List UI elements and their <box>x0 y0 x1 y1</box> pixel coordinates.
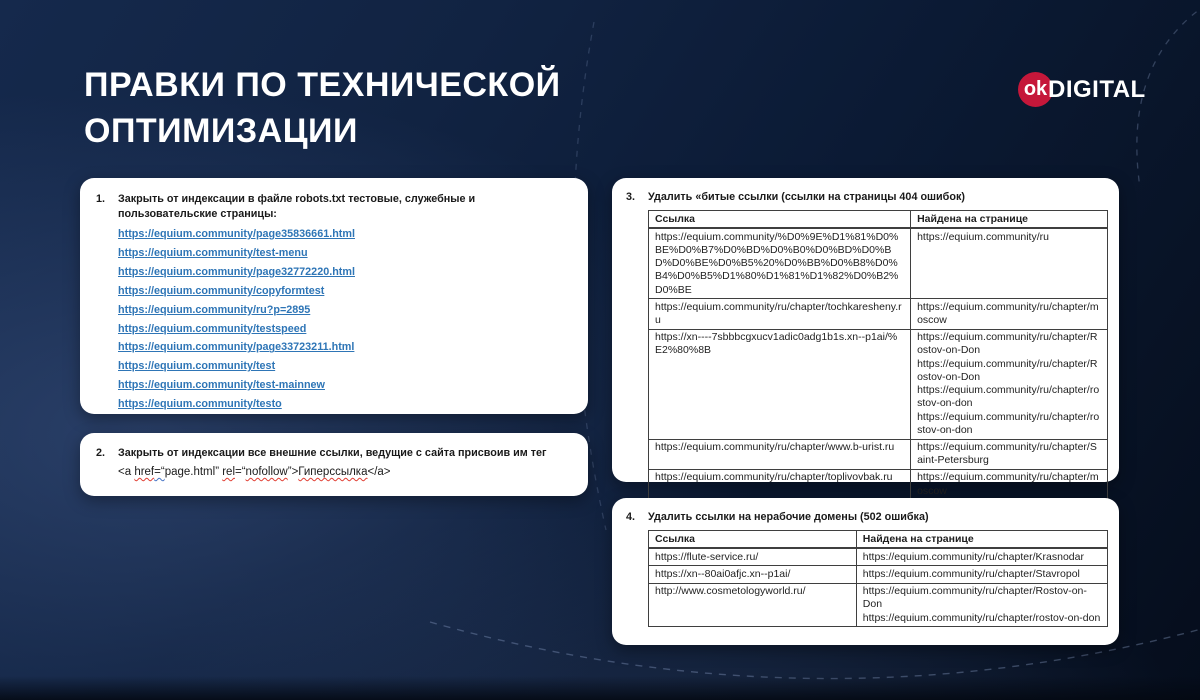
list-item <box>118 337 574 356</box>
logo-ok-circle: ok <box>1018 72 1053 107</box>
code-token-misspelled: Гиперссылка <box>298 466 368 478</box>
table-column-header: Ссылка <box>649 531 857 549</box>
bottom-shade-decoration <box>0 676 1200 700</box>
code-token-misspelled: href <box>134 466 155 478</box>
list-item <box>118 300 574 319</box>
indexed-page-link[interactable]: https://equium.community/page33723211.html <box>118 341 355 354</box>
list-item <box>118 356 574 375</box>
table-row <box>649 469 1108 499</box>
table-row <box>649 583 1108 627</box>
list-item <box>118 394 574 413</box>
found-on-page-url: https://equium.community/ru/chapter/moscow <box>917 471 1099 497</box>
found-on-page-url: https://equium.community/ru/chapter/rostov-on-don <box>862 611 1101 624</box>
found-on-page-url: https://equium.community/ru/chapter/rostov-on-don <box>917 410 1100 436</box>
indexed-page-link[interactable]: https://equium.community/page35836661.html <box>118 228 355 240</box>
indexed-page-link[interactable]: https://equium.community/page32772220.html <box>118 265 355 278</box>
found-on-page-cell <box>911 439 1108 469</box>
code-token: page.html” <box>164 466 223 478</box>
found-on-page-cell <box>911 329 1108 439</box>
broken-link-url-cell: https://equium.community/ru/chapter/toplivovbak.ru <box>649 469 911 499</box>
card-nofollow-tag <box>80 433 588 496</box>
found-on-page-cell <box>911 228 1108 299</box>
found-on-page-cell <box>856 566 1107 583</box>
table-row <box>649 548 1108 566</box>
card-robots-txt <box>80 178 588 414</box>
code-token: <a <box>118 466 135 478</box>
found-on-page-cell <box>911 469 1108 499</box>
found-on-page-cell <box>911 299 1108 329</box>
broken-link-url-cell: https://xn--80ai0afjc.xn--p1ai/ <box>649 566 857 583</box>
indexed-page-link[interactable]: https://equium.community/ru?p=2895 <box>118 303 311 316</box>
dead-domains-table <box>648 530 1108 627</box>
broken-link-url-cell: https://equium.community/%D0%9E%D1%81%D0%BE%D0%B7%D0%BD%D0%B0%D0%BD%D0%BD%D0%BE%D0%B5%20%D0%BB%D0%B8%D0%B4%D0%B5%D1%80%D1%81%D1%82%D0%B2%D0%BE <box>649 228 911 299</box>
found-on-page-url: https://equium.community/ru/chapter/rostov-on-don <box>917 384 1100 410</box>
item-text: Закрыть от индексации все внешние ссылки, ведущие с сайта присвоив им тег <box>118 447 547 459</box>
code-token: ”> <box>287 466 299 478</box>
indexed-page-link[interactable]: https://equium.community/copyformtest <box>118 284 325 297</box>
list-item <box>118 243 574 262</box>
broken-link-url-cell: https://equium.community/ru/chapter/www.b-urist.ru <box>649 439 911 469</box>
found-on-page-cell <box>856 583 1107 627</box>
found-on-page-url: https://equium.community/ru/chapter/Rostov-on-Don <box>917 357 1098 383</box>
table-header-row <box>649 531 1108 549</box>
item-number: 2. <box>96 447 106 459</box>
table-column-header: Найдена на странице <box>856 531 1107 549</box>
indexed-page-link[interactable]: https://equium.community/testo <box>118 398 282 411</box>
table-row <box>649 329 1108 439</box>
found-on-page-url: https://equium.community/ru/chapter/Krasnodar <box>862 550 1084 563</box>
indexed-page-link[interactable]: https://equium.community/test-mainnew <box>118 379 325 392</box>
broken-link-url-cell: https://flute-service.ru/ <box>649 548 857 566</box>
code-token-misspelled: rel <box>222 466 235 478</box>
code-token-misspelled: nofollow <box>245 466 288 478</box>
broken-link-url-cell: https://equium.community/ru/chapter/tochkaresheny.ru <box>649 299 911 329</box>
item-title: Удалить «битые ссылки (ссылки на страницы 404 ошибок) <box>648 191 965 203</box>
found-on-page-url: https://equium.community/ru/chapter/Saint-Petersburg <box>917 441 1097 467</box>
list-item <box>118 375 574 394</box>
table-row <box>649 439 1108 469</box>
logo-wordmark: DIGITAL <box>1048 75 1146 103</box>
broken-links-table <box>648 210 1108 500</box>
broken-link-url-cell: https://xn----7sbbbcgxucv1adic0adg1b1s.xn--p1ai/%E2%80%8B <box>649 329 911 439</box>
item-number: 1. <box>96 193 106 205</box>
table-column-header: Ссылка <box>649 211 911 229</box>
table-row <box>649 566 1108 583</box>
item-title: Удалить ссылки на нерабочие домены (502 ошибка) <box>648 511 929 523</box>
page-title <box>84 62 561 154</box>
found-on-page-url: https://equium.community/ru/chapter/Rostov-on-Don <box>917 331 1098 357</box>
code-token: </a> <box>367 466 391 478</box>
found-on-page-url: https://equium.community/ru/chapter/Stavropol <box>862 567 1080 580</box>
found-on-page-url: https://equium.community/ru <box>917 230 1049 243</box>
list-item <box>118 319 574 338</box>
table-row <box>649 299 1108 329</box>
found-on-page-cell <box>856 548 1107 566</box>
list-item-heading <box>626 510 1105 525</box>
list-item-heading <box>626 190 1105 205</box>
html-code-sample <box>118 463 574 481</box>
card-dead-domains-502 <box>612 498 1119 645</box>
table-row <box>649 228 1108 299</box>
indexed-page-link[interactable]: https://equium.community/test-menu <box>118 246 308 259</box>
table-header-row <box>649 211 1108 229</box>
code-token: =“ <box>235 466 246 478</box>
indexed-page-link[interactable]: https://equium.community/testspeed <box>118 322 307 335</box>
page-title-line1: ПРАВКИ ПО ТЕХНИЧЕСКОЙ <box>84 66 561 104</box>
list-item <box>118 262 574 281</box>
card-broken-links-404 <box>612 178 1119 497</box>
broken-link-url-cell: http://www.cosmetologyworld.ru/ <box>649 583 857 627</box>
list-item <box>118 224 574 243</box>
page-title-line2: ОПТИМИЗАЦИИ <box>84 112 358 150</box>
indexed-pages-link-list <box>118 224 574 413</box>
list-item <box>118 281 574 300</box>
table-column-header: Найдена на странице <box>911 211 1108 229</box>
okdigital-logo <box>1018 72 1146 107</box>
indexed-page-link[interactable]: https://equium.community/test <box>118 360 276 373</box>
found-on-page-url: https://equium.community/ru/chapter/moscow <box>917 300 1099 327</box>
code-token-misspelled: =“ <box>154 466 165 478</box>
found-on-page-url: https://equium.community/ru/chapter/Rostov-on-Don <box>862 585 1087 611</box>
item-text: Закрыть от индексации в файле robots.txt тестовые, служебные и пользовательские страницы: <box>118 193 476 220</box>
item-number: 3. <box>626 191 636 203</box>
list-item-heading <box>96 192 574 222</box>
item-number: 4. <box>626 511 636 523</box>
list-item-heading <box>96 446 574 461</box>
